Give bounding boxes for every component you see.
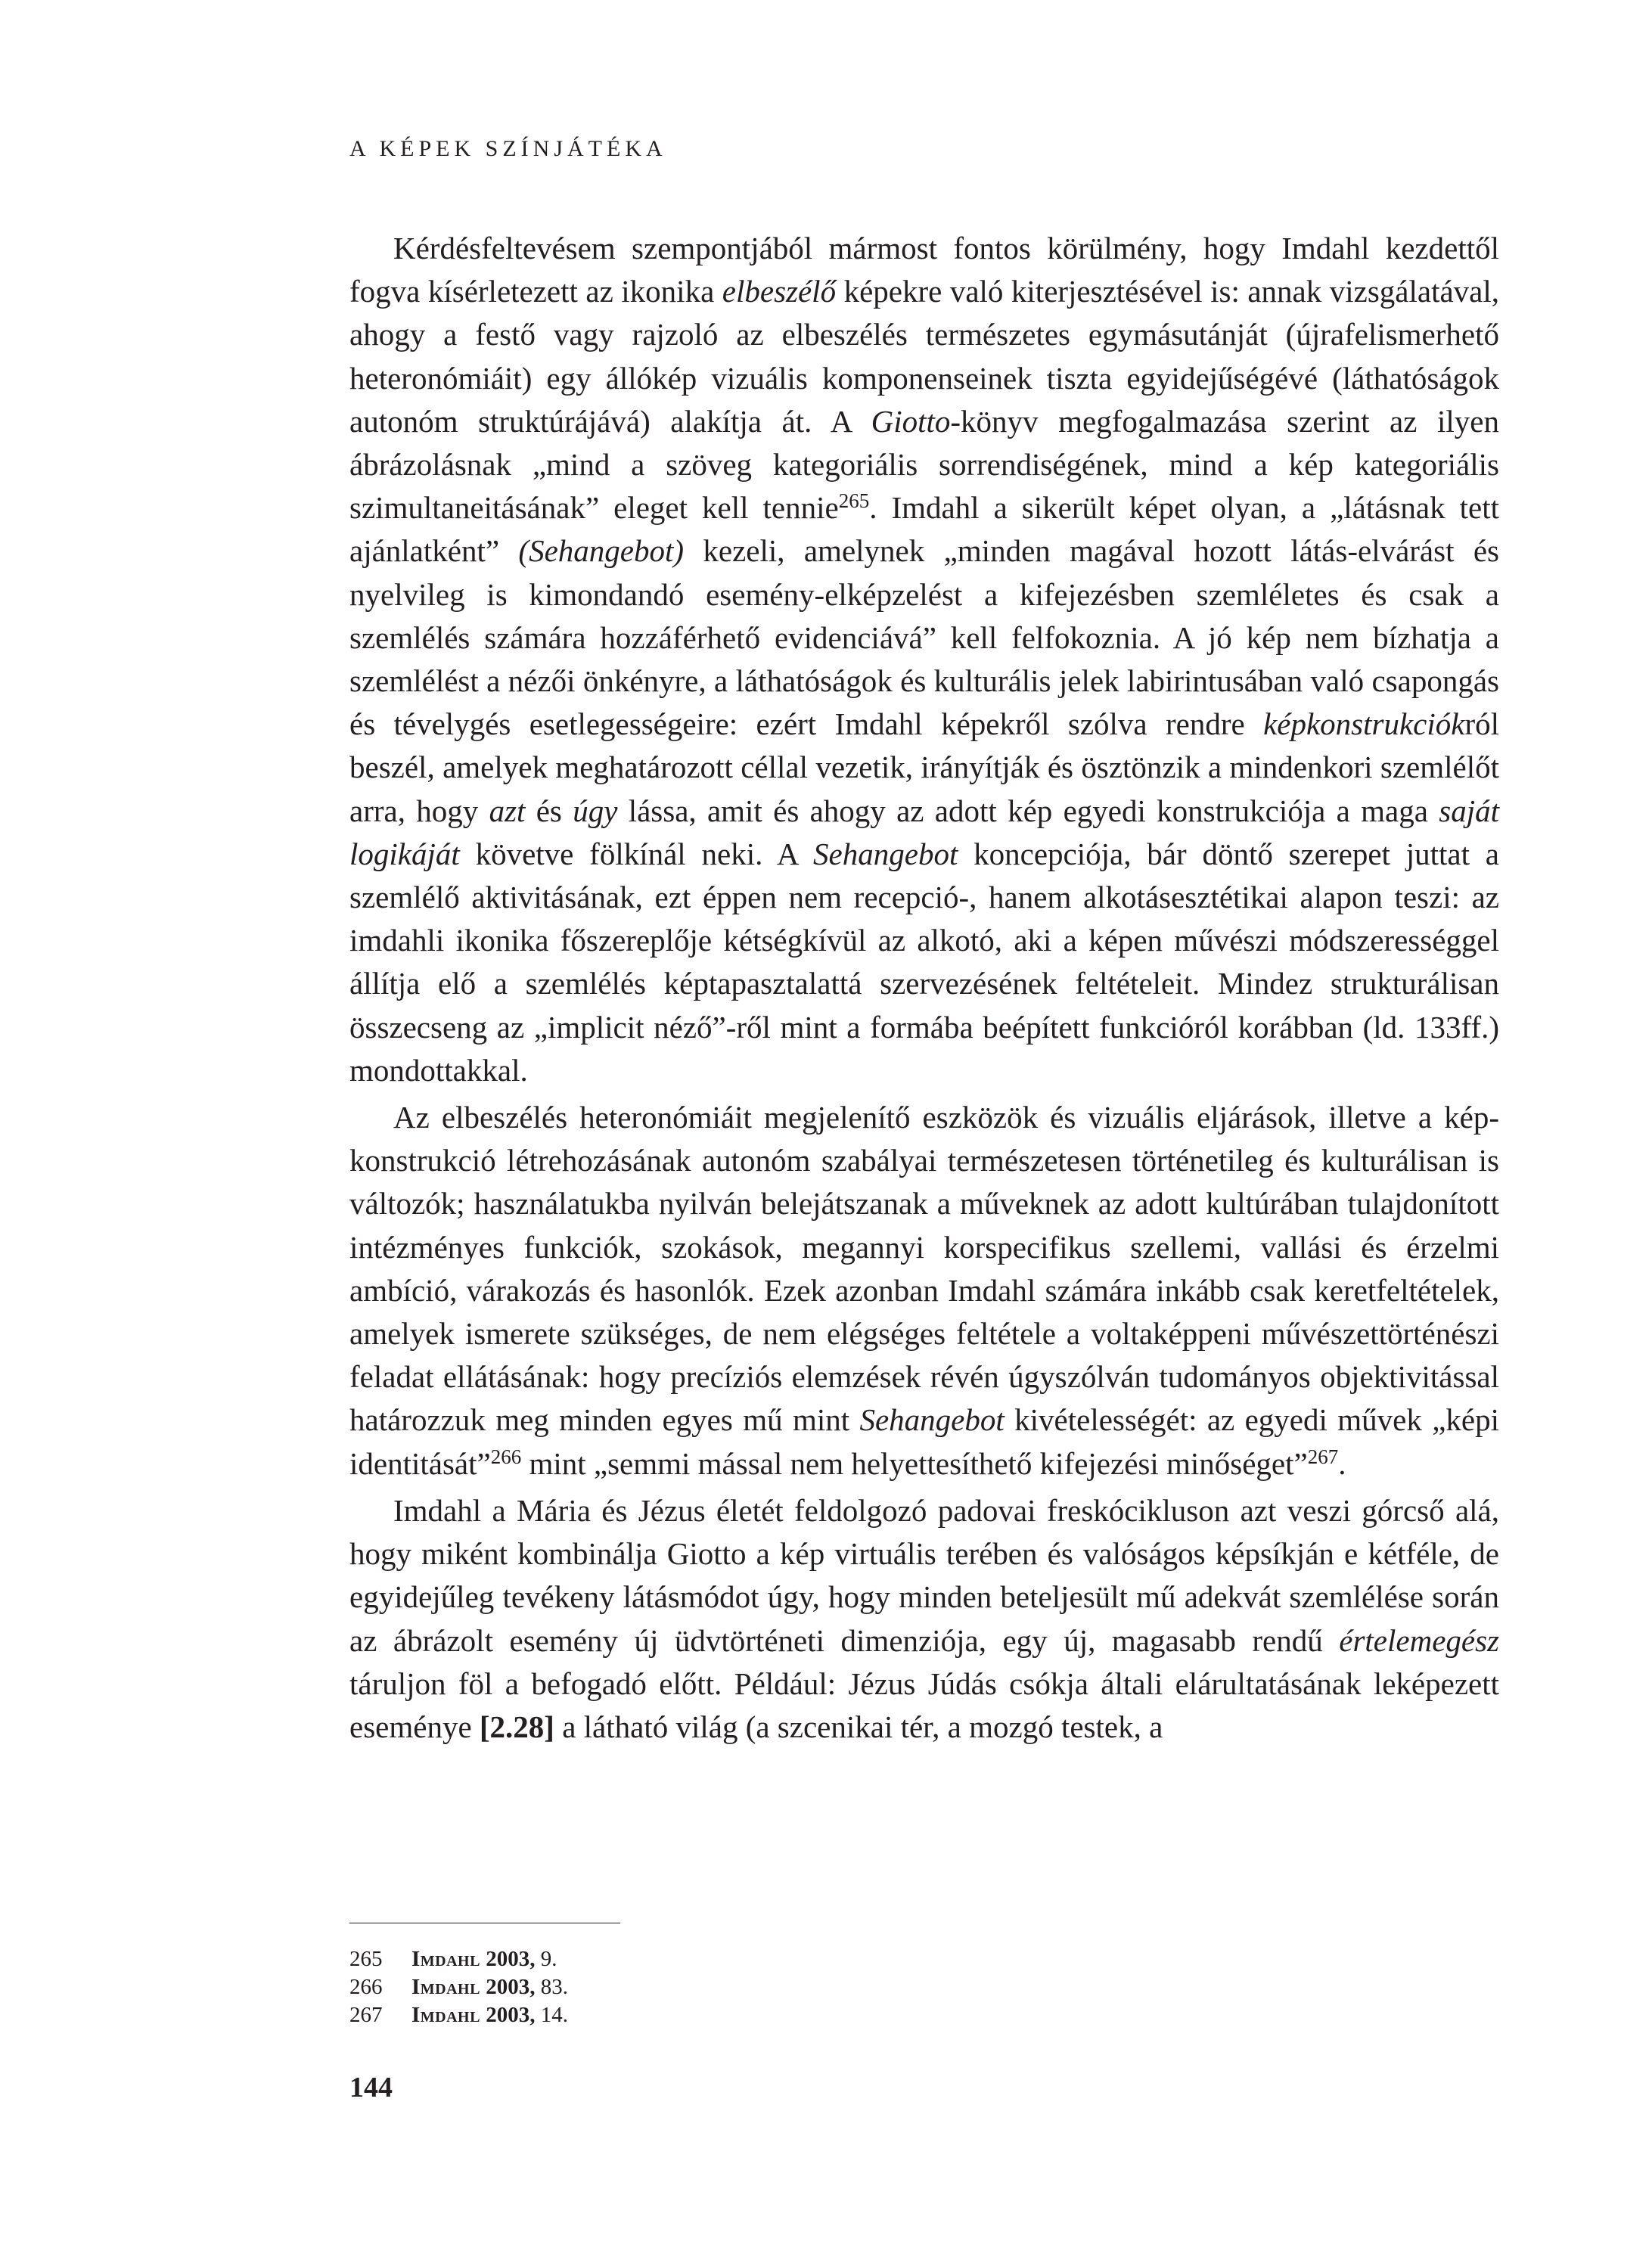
text-run: ról beszél, amelyek meghatározott céllal vezetik, irányítják és ösztönzik a mindenkori szemlélőt arra, hogy bbox=[349, 706, 1499, 828]
italic-text: elbeszélő bbox=[722, 274, 837, 309]
footnote-reference: 267 bbox=[1307, 1445, 1339, 1468]
footnote bbox=[349, 1945, 1030, 1973]
text-run: Kérdésfeltevésem szempontjából mármost fontos körülmény, hogy Imdahl kezdettől fogva kísérletezett az ikonika bbox=[349, 231, 1499, 309]
footnote-number: 267 bbox=[349, 2003, 383, 2027]
italic-text: úgy bbox=[573, 793, 618, 828]
footnote-year: 2003, bbox=[486, 2003, 536, 2027]
footnote-reference: 266 bbox=[490, 1445, 522, 1468]
footnote-page: 14. bbox=[540, 2003, 568, 2027]
italic-text: értelemegész bbox=[1339, 1622, 1499, 1658]
text-run: Imdahl a Mária és Jézus életét feldolgozó padovai freskócikluson azt veszi górcső alá, hogy miként kombinálja Giotto a kép virtuális terében és valóságos képsíkján e kétféle, de egyidejűleg tevékeny látásmódot úgy, hogy minden beteljesült mű adekvát szemlélése során az ábrázolt esemény új üdvtörténeti dimenziója, egy új, magasabb rendű bbox=[349, 1492, 1499, 1658]
text-run: és bbox=[525, 793, 573, 828]
footnote-reference: 265 bbox=[838, 489, 870, 513]
italic-text: (Sehangebot) bbox=[518, 533, 685, 569]
text-run: kezeli, amelynek „minden magával hozott látás-elvárást és nyelvileg is kimondandó esemény-elképzelést a kifejezésben szemléletes és csak a szemlélés számára hozzáférhető evidenciává” kell felfokoznia. A jó kép nem bízhatja a szemlélést a nézői önkényre, a láthatóságok és kulturális jelek labirintusában való csapongás és tévelygés esetlegességeire: ezért Imdahl képekről szólva rendre bbox=[349, 533, 1499, 742]
text-run: mint „semmi mással nem helyettesíthető kifejezési minőséget” bbox=[521, 1445, 1308, 1481]
italic-text: Sehangebot bbox=[859, 1402, 1005, 1438]
text-run: képekre való kiterjesztésével is: annak vizsgálatával, ahogy a festő vagy rajzoló az elbeszélés természetes egymásutánját (újrafelismerhető heteronómiáit) egy állókép vizuális komponenseinek tiszta egyidejűségévé (láthatóságok autonóm struktúrájává) alakítja át. A bbox=[349, 274, 1500, 439]
text-run: koncepciója, bár döntő szerepet juttat a szemlélő aktivitásának, ezt éppen nem recepció-, hanem alkotásesztétikai alapon teszi: az imdahli ikonika főszereplője kétségkívül az alkotó, aki a képen művészi módszerességgel állítja elő a szemlélés képtapasztalattá szervezésének feltételeit. Mindez strukturálisan összecseng az „implicit néző”-ről mint a formába beépített funkcióról korábban (ld. 133ff.) mondottakkal. bbox=[349, 836, 1500, 1088]
italic-text: azt bbox=[489, 793, 526, 828]
footnote-page: 83. bbox=[540, 1975, 568, 1999]
page-number: 144 bbox=[349, 2072, 393, 2103]
text-run: kivételességét: az egyedi művek „képi identitását” bbox=[349, 1402, 1499, 1481]
text-run: -könyv megfogalmazása szerint az ilyen ábrázolásnak „mind a szöveg kategoriális sorrendiségének, mind a kép kategoriális szimultaneitásának” eleget kell tennie bbox=[349, 403, 1499, 526]
footnote-author: Imdahl bbox=[411, 2003, 480, 2027]
italic-text: képkonstrukciók bbox=[1263, 706, 1465, 742]
paragraph bbox=[349, 1489, 1499, 1749]
paragraph bbox=[349, 227, 1499, 1092]
text-run: táruljon föl a befogadó előtt. Például: Jézus Júdás csókja általi elárultatásának leképezett eseménye bbox=[349, 1666, 1499, 1744]
text-run: Az elbeszélés heteronómiáit megjelenítő eszközök és vizuális eljárások, illetve a képkonstrukció létrehozásának autonóm szabályai természetesen történetileg és kulturálisan is változók; használatukba nyilván belejátszanak a műveknek az adott kultúrában tulajdonított intézményes funkciók, szokások, megannyi korspecifikus szellemi, vallási és érzelmi ambíció, várakozás és hasonlók. Ezek azonban Imdahl számára inkább csak keretfeltételek, amelyek ismerete szükséges, de nem elégséges feltétele a voltaképpeni művészettörténészi feladat ellátásának: hogy precíziós elemzések révén úgyszólván tudományos objektivitással határozzuk meg minden egyes mű mint bbox=[349, 1100, 1499, 1438]
footnote-number: 265 bbox=[349, 1947, 383, 1971]
footnote-number: 266 bbox=[349, 1975, 383, 1999]
footnotes bbox=[349, 1945, 1030, 2029]
footnote bbox=[349, 1973, 1030, 2001]
text-run: a látható világ (a szcenikai tér, a mozgó testek, a bbox=[554, 1709, 1163, 1744]
figure-reference: [2.28] bbox=[479, 1709, 554, 1744]
body-text bbox=[349, 227, 1499, 1749]
italic-text: Sehangebot bbox=[813, 836, 958, 871]
text-run: . bbox=[1338, 1445, 1346, 1481]
text-run: . Imdahl a sikerült képet olyan, a „látásnak tett ajánlatként” bbox=[349, 490, 1499, 569]
footnote bbox=[349, 2001, 1030, 2029]
footnote-page: 9. bbox=[540, 1947, 557, 1971]
text-run: lássa, amit és ahogy az adott kép egyedi konstrukciója a maga bbox=[617, 793, 1439, 828]
italic-text: saját logikáját bbox=[349, 793, 1499, 871]
footnote-author: Imdahl bbox=[411, 1975, 480, 1999]
text-run: követve fölkínál neki. A bbox=[459, 836, 814, 871]
footnote-year: 2003, bbox=[486, 1975, 536, 1999]
italic-text: Giotto bbox=[871, 403, 951, 439]
footnote-author: Imdahl bbox=[411, 1947, 480, 1971]
paragraph bbox=[349, 1096, 1499, 1485]
footnote-year: 2003, bbox=[486, 1947, 536, 1971]
running-head: A KÉPEK SZÍNJÁTÉKA bbox=[349, 136, 667, 161]
